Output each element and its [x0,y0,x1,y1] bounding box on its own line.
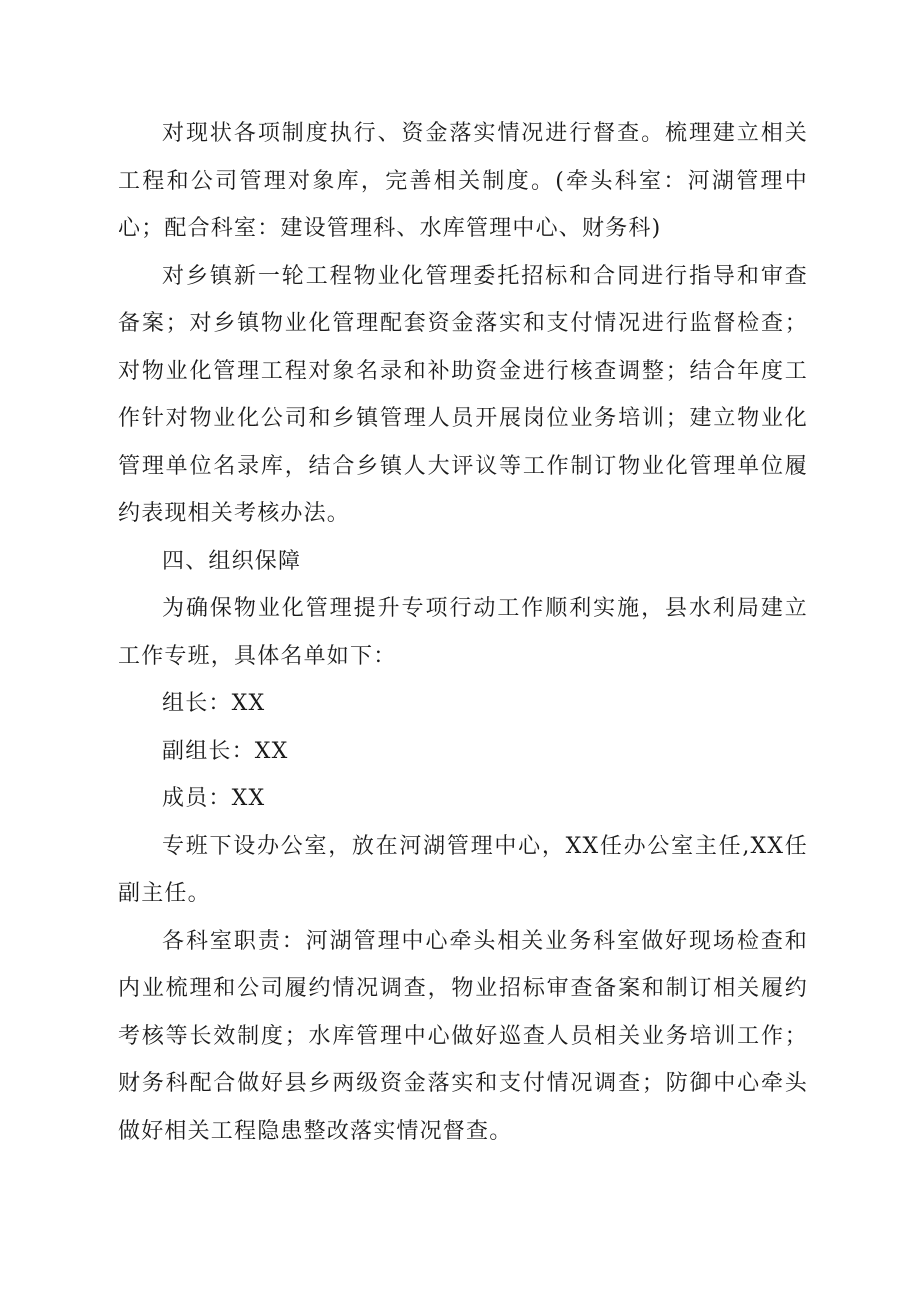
paragraph-system-inspection: 对现状各项制度执行、资金落实情况进行督查。梳理建立相关工程和公司管理对象库，完善相关制度。(牵头科室：河湖管理中心；配合科室：建设管理科、水库管理中心、财务科) [118,121,808,241]
paragraph-township-management: 对乡镇新一轮工程物业化管理委托招标和合同进行指导和审查备案；对乡镇物业化管理配套资金落实和支付情况进行监督检查；对物业化管理工程对象名录和补助资金进行核查调整；结合年度工作针对物业化公司和乡镇管理人员开展岗位业务培训；建立物业化管理单位名录库，结合乡镇人大评议等工作制订物业化管理单位履约表现相关考核办法。 [118,263,808,526]
paragraph-team-leader: 组长：XX [162,691,266,716]
paragraph-office: 专班下设办公室，放在河湖管理中心，XX任办公室主任,XX任副主任。 [118,833,808,906]
section-heading-organization: 四、组织保障 [162,548,302,574]
paragraph-deputy-leader: 副组长：XX [162,738,289,764]
document-body [118,110,808,1155]
paragraph-members: 成员：XX [162,786,266,811]
paragraph-work-team: 为确保物业化管理提升专项行动工作顺利实施，县水利局建立工作专班，具体名单如下： [118,596,808,669]
paragraph-department-duties: 各科室职责：河湖管理中心牵头相关业务科室做好现场检查和内业梳理和公司履约情况调查，物业招标审查备案和制订相关履约考核等长效制度；水库管理中心做好巡查人员相关业务培训工作；财务科配合做好县乡两级资金落实和支付情况调查；防御中心牵头做好相关工程隐患整改落实情况督查。 [118,928,808,1144]
